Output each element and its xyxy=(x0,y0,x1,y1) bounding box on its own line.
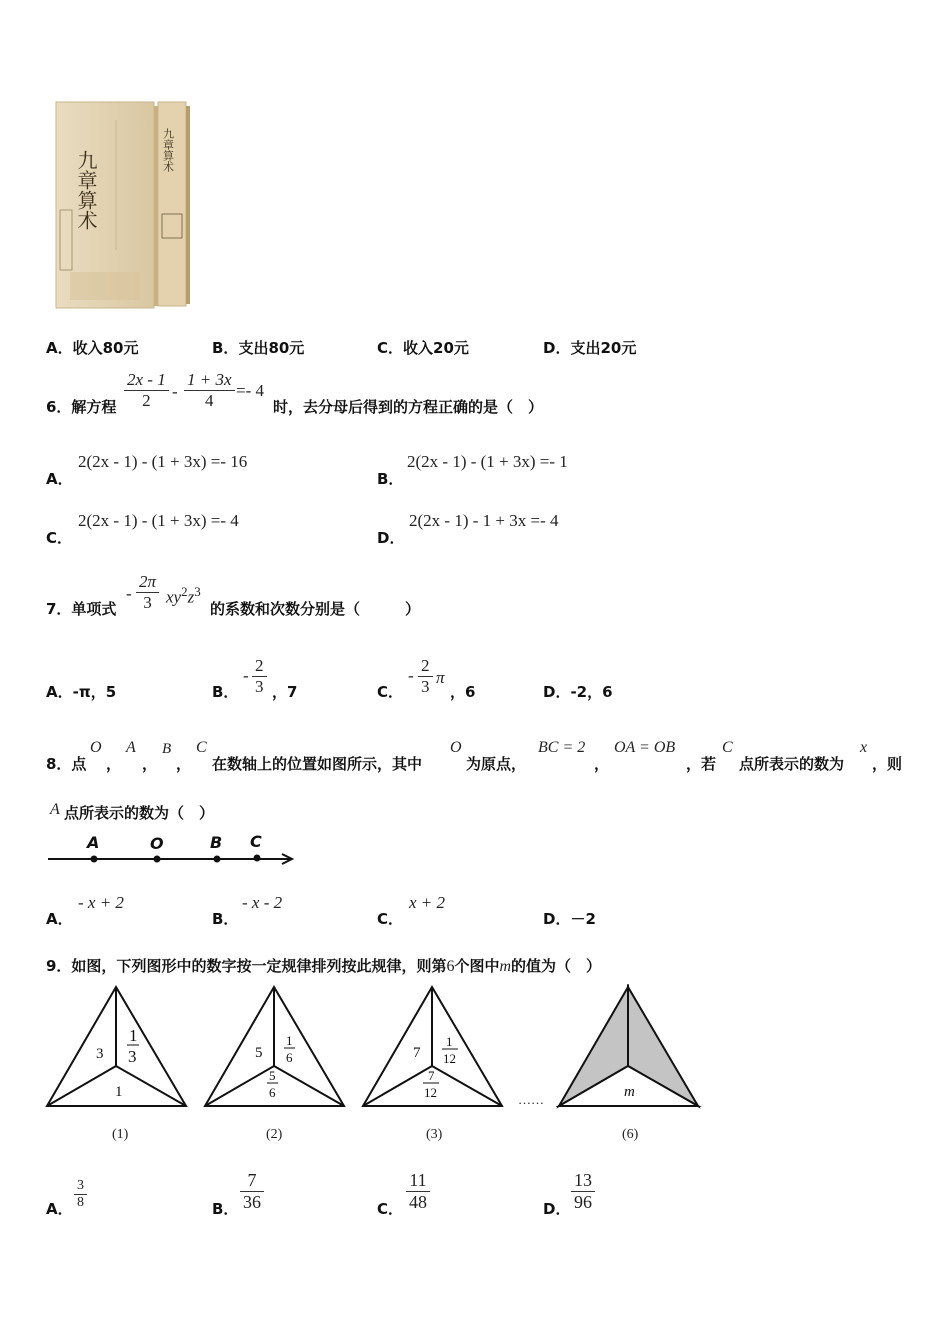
option-text: 收入80元 xyxy=(72,339,139,357)
q9-text-2: 个图中 xyxy=(454,957,500,975)
q9-option-b-frac xyxy=(240,1170,264,1212)
fig3-caption: (3) xyxy=(426,1127,443,1142)
frac-num: 2 xyxy=(418,656,433,677)
q9-option-d-frac xyxy=(571,1170,595,1212)
var-z: z xyxy=(187,587,195,607)
q7-monomial xyxy=(166,584,201,608)
q8-point-o: O xyxy=(90,739,102,756)
option-expr: -2，6 xyxy=(570,683,613,701)
frac-den: 3 xyxy=(143,592,152,612)
axis-point-c xyxy=(254,855,261,862)
q9-option-c-letter[interactable]: C． xyxy=(377,1200,404,1218)
exp-z: 3 xyxy=(194,584,201,599)
q6-option-a-expr: 2(2x - 1) - (1 + 3x) =- 16 xyxy=(78,452,248,471)
option-letter: D． xyxy=(543,683,571,701)
q8-mid-4: 点所表示的数为 xyxy=(739,755,845,773)
axis-label-a: A xyxy=(87,833,100,852)
q8-point-c: C xyxy=(196,739,207,756)
q8-eq-oa-ob: OA = OB xyxy=(614,739,676,756)
fig1-right-den: 3 xyxy=(128,1047,137,1066)
q9-n: 6 xyxy=(446,958,455,975)
q9-figure-3 xyxy=(360,984,506,1114)
q9-option-a-letter[interactable]: A． xyxy=(46,1200,73,1218)
frac-den: 2 xyxy=(142,390,151,410)
book-title-right: 九章算术 xyxy=(161,128,175,172)
fig3-bottom-den: 12 xyxy=(424,1085,437,1100)
q6-label: 6．解方程 xyxy=(46,398,117,416)
q8-option-a-letter[interactable]: A． xyxy=(46,910,73,928)
fig6-bottom-m: m xyxy=(624,1084,635,1100)
q8-origin-o: O xyxy=(450,739,462,756)
option-text: 收入20元 xyxy=(403,339,469,357)
option-letter: B． xyxy=(212,339,239,357)
q6-fraction-2 xyxy=(184,370,235,410)
frac-den: 48 xyxy=(409,1191,427,1212)
fig3-left: 7 xyxy=(413,1045,421,1061)
q8-mid-3: ，若 xyxy=(686,755,717,773)
q7-option-d[interactable] xyxy=(543,681,613,702)
frac-den: 8 xyxy=(77,1195,84,1211)
frac-num: 7 xyxy=(240,1170,264,1192)
fig1-bottom: 1 xyxy=(115,1084,123,1100)
q7-option-b-sign: - xyxy=(243,666,249,685)
fig3-bottom-num: 7 xyxy=(428,1068,435,1083)
var-xy: xy xyxy=(166,587,182,607)
q9-figure-6 xyxy=(556,984,702,1114)
q6-option-b-letter[interactable]: B． xyxy=(377,470,404,488)
book-title-left: 九章算术 xyxy=(74,150,98,230)
fig6-caption: (6) xyxy=(622,1127,639,1142)
frac-num: 2 xyxy=(252,656,267,677)
q8-mid-5: ，则 xyxy=(872,755,903,773)
q8-label: 8．点 xyxy=(46,755,87,773)
q6-minus: - xyxy=(172,382,178,401)
q9-option-a-frac xyxy=(74,1178,87,1211)
q8-line2-a: A xyxy=(50,801,60,818)
axis-point-a xyxy=(91,856,98,863)
option-letter: D． xyxy=(543,339,571,357)
axis-label-c: C xyxy=(250,832,262,851)
q8-sep-4: ， xyxy=(594,755,610,773)
q9-text-1: 9．如图，下列图形中的数字按一定规律排列按此规律，则第 xyxy=(46,957,447,975)
q7-option-c-letter[interactable]: C． xyxy=(377,683,404,701)
q6-rhs: =- 4 xyxy=(236,381,264,400)
option-letter: A． xyxy=(46,683,73,701)
q8-sep-1: ， xyxy=(106,755,122,773)
q7-option-b-tail: ，7 xyxy=(272,683,298,701)
fig1-left: 3 xyxy=(96,1046,104,1062)
q6-option-d-letter[interactable]: D． xyxy=(377,529,405,547)
axis-label-b: B xyxy=(210,833,223,852)
q9-figure-1 xyxy=(44,984,190,1114)
q7-label: 7．单项式 xyxy=(46,600,117,618)
q6-option-d-expr: 2(2x - 1) - 1 + 3x =- 4 xyxy=(409,511,559,530)
q6-fraction-1 xyxy=(124,370,169,410)
q5-option-d[interactable] xyxy=(543,337,636,358)
option-letter: D． xyxy=(543,910,571,928)
q8-point-a: A xyxy=(126,739,136,756)
frac-num: 11 xyxy=(406,1170,430,1192)
q5-option-c[interactable] xyxy=(377,337,469,358)
option-letter: A． xyxy=(46,339,73,357)
q8-option-a-expr: - x + 2 xyxy=(78,893,124,912)
fig1-caption: (1) xyxy=(112,1127,129,1142)
axis-label-o: O xyxy=(150,834,164,853)
frac-num: 3 xyxy=(74,1178,87,1195)
q9-label xyxy=(46,955,601,976)
q7-option-b-letter[interactable]: B． xyxy=(212,683,239,701)
q9-ellipsis: …… xyxy=(518,1092,544,1107)
q8-line2: 点所表示的数为（ ） xyxy=(64,804,215,822)
q8-option-c-letter[interactable]: C． xyxy=(377,910,404,928)
fig2-right-den: 6 xyxy=(286,1050,293,1065)
q7-sign: - xyxy=(126,584,132,603)
q9-option-c-frac xyxy=(406,1170,430,1212)
option-text: 支出20元 xyxy=(570,339,637,357)
q5-option-a[interactable] xyxy=(46,337,138,358)
frac-num: 2x - 1 xyxy=(124,370,169,391)
fig2-left: 5 xyxy=(255,1045,263,1061)
frac-num: 13 xyxy=(571,1170,595,1192)
frac-den: 4 xyxy=(205,390,214,410)
q8-var-x: x xyxy=(860,739,868,756)
q9-figure-2 xyxy=(202,984,348,1114)
fig3-right-num: 1 xyxy=(446,1034,453,1049)
q8-point-c-2: C xyxy=(722,739,733,756)
q9-option-d-letter[interactable]: D． xyxy=(543,1200,571,1218)
option-text: 支出80元 xyxy=(238,339,305,357)
q8-sep-3: ， xyxy=(176,755,192,773)
q8-option-d[interactable] xyxy=(543,908,596,929)
q8-sep-2: ， xyxy=(142,755,158,773)
q6-tail: 时，去分母后得到的方程正确的是（ ） xyxy=(273,398,544,416)
exp-y: 2 xyxy=(181,584,188,599)
fig2-bottom-num: 5 xyxy=(269,1068,276,1083)
q8-eq-bc: BC = 2 xyxy=(538,739,586,756)
q8-option-b-letter[interactable]: B． xyxy=(212,910,239,928)
fig2-caption: (2) xyxy=(266,1127,283,1142)
q6-option-a-letter[interactable]: A． xyxy=(46,470,73,488)
q8-mid-2: 为原点， xyxy=(466,755,527,773)
frac-den: 96 xyxy=(574,1191,592,1212)
number-line-figure xyxy=(46,830,298,874)
frac-num: 2π xyxy=(136,572,159,593)
q8-point-b: B xyxy=(162,741,172,757)
q7-option-a[interactable] xyxy=(46,681,116,702)
q7-option-c-frac xyxy=(418,656,433,696)
q6-option-b-expr: 2(2x - 1) - (1 + 3x) =- 1 xyxy=(407,452,568,471)
option-expr: -π，5 xyxy=(72,683,117,701)
q7-tail: 的系数和次数分别是（ ） xyxy=(210,600,421,618)
fig1-right-num: 1 xyxy=(129,1026,138,1045)
q8-mid-1: 在数轴上的位置如图所示，其中 xyxy=(212,755,423,773)
q6-option-c-expr: 2(2x - 1) - (1 + 3x) =- 4 xyxy=(78,511,239,530)
frac-den: 3 xyxy=(255,676,264,696)
q8-option-b-expr: - x - 2 xyxy=(242,893,283,912)
axis-point-o xyxy=(154,856,161,863)
axis-point-b xyxy=(214,856,221,863)
frac-num: 1 + 3x xyxy=(184,370,235,391)
q6-option-c-letter[interactable]: C． xyxy=(46,529,73,547)
option-expr: －2 xyxy=(570,910,596,928)
q9-m: m xyxy=(499,958,512,975)
q7-option-c-sign: - xyxy=(408,666,414,685)
q7-option-c-pi: π xyxy=(436,668,445,687)
q7-option-b-frac xyxy=(252,656,267,696)
fig2-right-num: 1 xyxy=(286,1033,293,1048)
q7-option-c-tail: ，6 xyxy=(450,683,476,701)
q5-option-b[interactable] xyxy=(212,337,304,358)
fig2-bottom-den: 6 xyxy=(269,1085,276,1100)
q8-option-c-expr: x + 2 xyxy=(409,893,446,912)
frac-den: 36 xyxy=(243,1191,261,1212)
book-image xyxy=(46,100,192,312)
q9-option-b-letter[interactable]: B． xyxy=(212,1200,239,1218)
frac-den: 3 xyxy=(421,676,430,696)
fig3-right-den: 12 xyxy=(443,1051,456,1066)
q9-text-3: 的值为（ ） xyxy=(511,957,602,975)
q7-fraction xyxy=(136,572,159,612)
option-letter: C． xyxy=(377,339,404,357)
